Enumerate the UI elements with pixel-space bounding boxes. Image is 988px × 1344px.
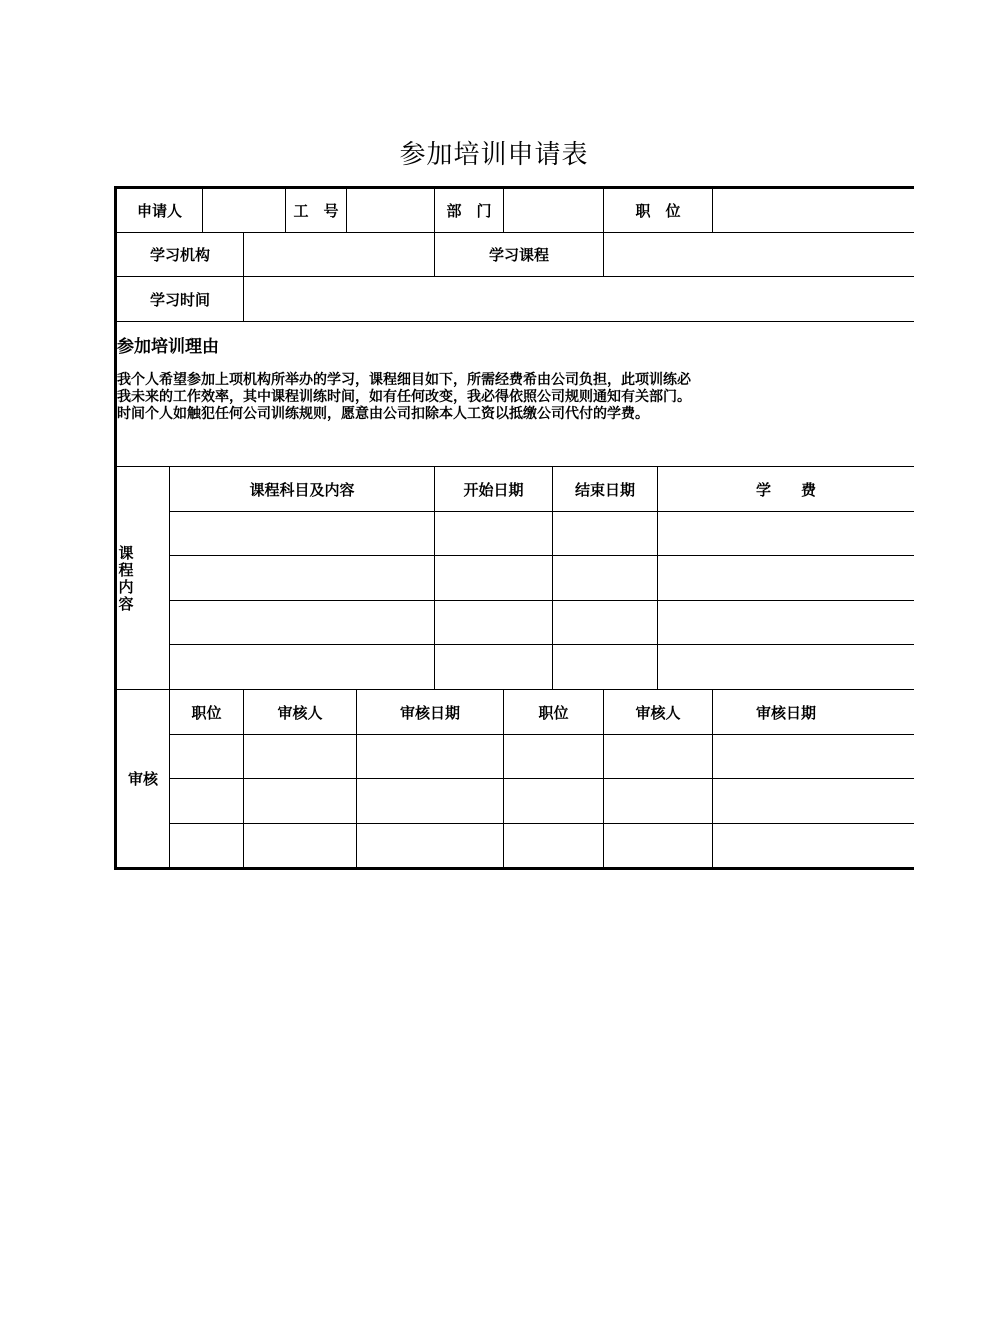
review-side-label: 审核 (127, 770, 158, 788)
reason-line-3: 时间个人如触犯任何公司训练规则，愿意由公司扣除本人工资以抵缴公司代付的学费。 (117, 406, 649, 422)
reason-line-2: 我未来的工作效率，其中课程训练时间，如有任何改变，我必得依照公司规则通知有关部门。 (117, 389, 691, 405)
side-char: 内 (118, 578, 134, 596)
employee-no-value-cell[interactable] (347, 188, 434, 232)
institution-label: 学习机构 (149, 246, 210, 264)
department-label: 部 门 (446, 201, 492, 220)
review-reviewer-2-header: 审核人 (635, 703, 681, 722)
course-value-cell[interactable] (604, 233, 914, 276)
time-value-cell[interactable] (244, 277, 914, 321)
review-position-1-header: 职位 (191, 703, 222, 722)
reason-line-1: 我个人希望参加上项机构所举办的学习，课程细目如下，所需经费希由公司负担，此项训练必 (117, 372, 691, 388)
time-label: 学习时间 (149, 290, 210, 309)
side-char: 课 (118, 544, 134, 562)
applicant-value-cell[interactable] (203, 188, 285, 232)
form-viewport (114, 186, 816, 870)
review-date-2-header: 审核日期 (755, 703, 816, 722)
course-content-side-label (117, 545, 135, 613)
review-position-2-header: 职位 (538, 703, 569, 722)
col-subject-header: 课程科目及内容 (249, 480, 355, 499)
col-end-date-header: 结束日期 (574, 480, 635, 499)
position-label: 职 位 (635, 201, 681, 220)
col-fee-header: 学 费 (755, 480, 816, 499)
course-label: 学习课程 (488, 246, 549, 264)
page-title: 参加培训申请表 (399, 140, 589, 170)
training-application-form (114, 186, 914, 870)
review-date-1-header: 审核日期 (399, 703, 460, 722)
reason-text (117, 372, 917, 423)
department-value-cell[interactable] (504, 188, 603, 232)
employee-no-label: 工 号 (293, 201, 339, 220)
side-char: 容 (118, 595, 134, 613)
review-reviewer-1-header: 审核人 (277, 703, 323, 722)
side-char: 程 (118, 561, 134, 579)
institution-value-cell[interactable] (244, 233, 434, 276)
position-value-cell[interactable] (713, 188, 913, 232)
applicant-label: 申请人 (136, 201, 182, 220)
reason-title: 参加培训理由 (117, 337, 219, 357)
col-start-date-header: 开始日期 (463, 480, 524, 499)
